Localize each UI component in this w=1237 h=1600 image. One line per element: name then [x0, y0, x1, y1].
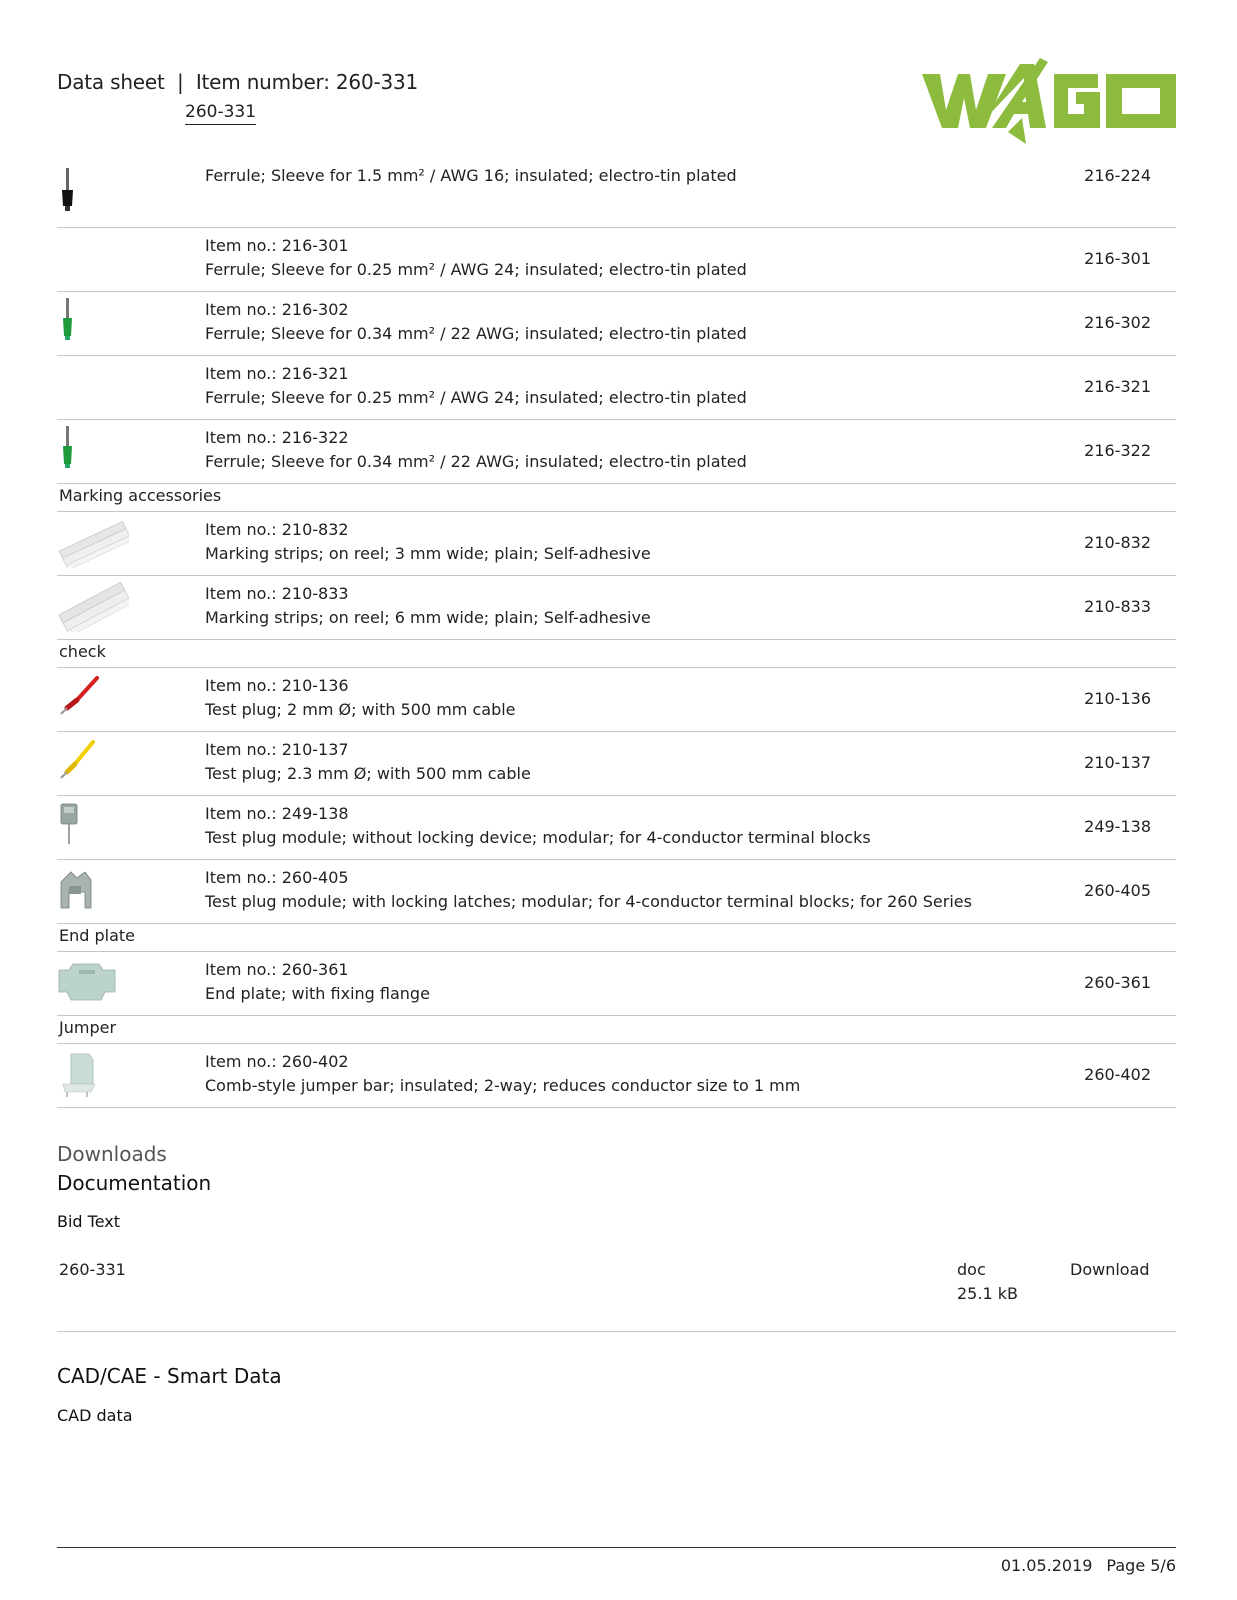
item-description: Test plug; 2.3 mm Ø; with 500 mm cable [205, 764, 531, 783]
group-heading-end-plate: End plate [57, 924, 1176, 952]
table-row [57, 796, 1176, 860]
logo-text: WAGO [922, 58, 926, 59]
table-row [57, 732, 1176, 796]
file-type: doc [957, 1260, 986, 1279]
item-number: Item no.: 216-321 [205, 364, 349, 383]
item-description: End plate; with fixing flange [205, 984, 430, 1003]
item-description: Ferrule; Sleeve for 0.34 mm² / 22 AWG; insulated; electro-tin plated [205, 324, 747, 343]
group-heading-check: check [57, 640, 1176, 668]
cad-data-label: CAD data [57, 1406, 133, 1425]
item-code[interactable]: 260-361 [1084, 973, 1151, 992]
item-number-link[interactable]: 260-331 [185, 102, 256, 125]
table-row [57, 356, 1176, 420]
footer-date: 01.05.2019 [1000, 1556, 1093, 1575]
table-row [57, 952, 1176, 1016]
item-code[interactable]: 216-224 [1084, 166, 1151, 185]
item-number: Item no.: 260-405 [205, 868, 349, 887]
table-row [57, 668, 1176, 732]
green-ferrule-icon [57, 298, 129, 348]
item-number: Item no.: 210-137 [205, 740, 349, 759]
table-row [57, 228, 1176, 292]
item-code[interactable]: 260-402 [1084, 1065, 1151, 1084]
item-code[interactable]: 210-136 [1084, 689, 1151, 708]
file-size: 25.1 kB [957, 1284, 1018, 1303]
documentation-heading: Documentation [57, 1171, 212, 1195]
page-header [57, 70, 419, 122]
page-title: Data sheet | Item number: 260-331 [57, 70, 419, 94]
item-number: Item no.: 210-833 [205, 584, 349, 603]
item-code[interactable]: 216-322 [1084, 441, 1151, 460]
page-footer [1001, 1556, 1176, 1575]
item-number: Item no.: 216-301 [205, 236, 349, 255]
page-number: Page 5/6 [1106, 1556, 1176, 1575]
jumper-bar-icon [57, 1050, 129, 1100]
item-number: Item no.: 260-402 [205, 1052, 349, 1071]
table-row [57, 160, 1176, 228]
table-row [57, 292, 1176, 356]
item-description: Ferrule; Sleeve for 0.34 mm² / 22 AWG; insulated; electro-tin plated [205, 452, 747, 471]
footer-divider [57, 1547, 1176, 1548]
table-row [57, 512, 1176, 576]
item-code[interactable]: 210-833 [1084, 597, 1151, 616]
table-row [57, 420, 1176, 484]
item-code[interactable]: 210-832 [1084, 533, 1151, 552]
item-number: Item no.: 210-136 [205, 676, 349, 695]
downloads-label: Downloads [57, 1142, 167, 1166]
table-row [57, 576, 1176, 640]
item-description: Test plug module; without locking device; modular; for 4-conductor terminal blocks [205, 828, 871, 847]
marking-strip-icon [57, 518, 129, 568]
item-number: Item no.: 216-302 [205, 300, 349, 319]
cad-heading: CAD/CAE - Smart Data [57, 1364, 282, 1388]
item-code[interactable]: 249-138 [1084, 817, 1151, 836]
item-description: Marking strips; on reel; 6 mm wide; plain; Self-adhesive [205, 608, 651, 627]
table-row [57, 1044, 1176, 1108]
item-number: Item no.: 260-361 [205, 960, 349, 979]
item-code[interactable]: 260-405 [1084, 881, 1151, 900]
red-test-plug-icon [57, 674, 129, 724]
test-plug-module-icon [57, 802, 129, 852]
item-code[interactable]: 216-321 [1084, 377, 1151, 396]
item-description: Ferrule; Sleeve for 0.25 mm² / AWG 24; insulated; electro-tin plated [205, 388, 747, 407]
item-code[interactable]: 216-301 [1084, 249, 1151, 268]
black-ferrule-icon [57, 166, 129, 216]
bid-text-label: Bid Text [57, 1212, 121, 1231]
item-number: Item no.: 249-138 [205, 804, 349, 823]
download-row [57, 1252, 1176, 1332]
item-description: Ferrule; Sleeve for 1.5 mm² / AWG 16; insulated; electro-tin plated [205, 166, 737, 185]
item-number: Item no.: 210-832 [205, 520, 349, 539]
end-plate-icon [57, 958, 129, 1008]
item-code[interactable]: 210-137 [1084, 753, 1151, 772]
item-description: Marking strips; on reel; 3 mm wide; plain; Self-adhesive [205, 544, 651, 563]
item-description: Test plug; 2 mm Ø; with 500 mm cable [205, 700, 516, 719]
wago-logo [922, 58, 1176, 144]
item-description: Comb-style jumper bar; insulated; 2-way; reduces conductor size to 1 mm [205, 1076, 801, 1095]
locking-test-module-icon [57, 866, 129, 916]
group-heading-jumper: Jumper [57, 1016, 1176, 1044]
accessories-table [57, 160, 1176, 1108]
download-link[interactable]: Download [1070, 1260, 1150, 1279]
green-ferrule-icon [57, 426, 129, 476]
item-code[interactable]: 216-302 [1084, 313, 1151, 332]
marking-strip-icon [57, 582, 129, 632]
item-description: Ferrule; Sleeve for 0.25 mm² / AWG 24; insulated; electro-tin plated [205, 260, 747, 279]
table-row [57, 860, 1176, 924]
item-description: Test plug module; with locking latches; modular; for 4-conductor terminal blocks; for 260 Series [205, 892, 972, 911]
file-name: 260-331 [59, 1260, 126, 1279]
item-number: Item no.: 216-322 [205, 428, 349, 447]
yellow-test-plug-icon [57, 738, 129, 788]
group-heading-marking: Marking accessories [57, 484, 1176, 512]
